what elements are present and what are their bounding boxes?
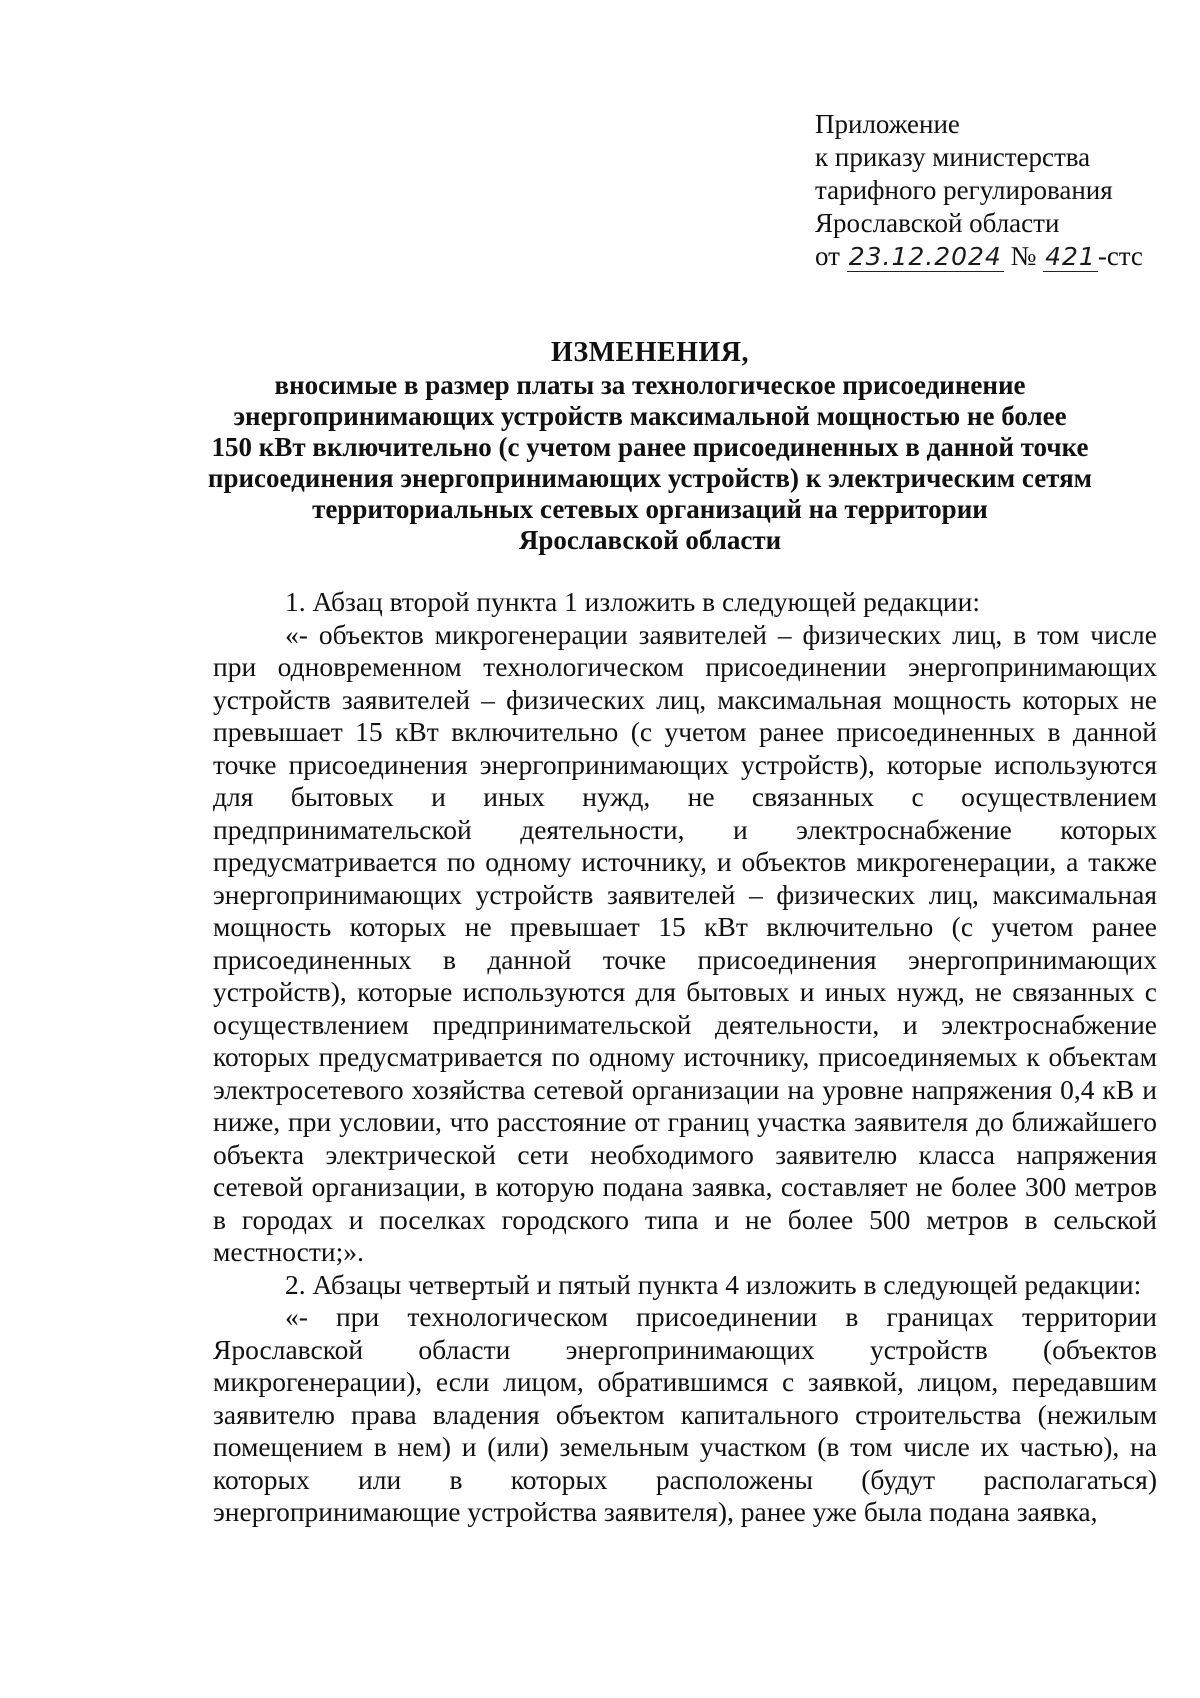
subtitle-line: Ярославской области — [518, 525, 782, 555]
document-subtitle — [150, 370, 1150, 556]
document-title: ИЗМЕНЕНИЯ, — [551, 337, 749, 368]
document-body — [213, 586, 1157, 1529]
approval-from-prefix: от — [815, 241, 840, 271]
subtitle-line: энергопринимающих устройств максимальной мощностью не более — [233, 401, 1067, 431]
paragraph-quoted-2: «- при технологическом присоединении в границах территории Ярославской области энергопринимающих устройств (объектов микрогенерации), если лицом, обратившимся с заявкой, лицом, передавшим заявителю права владения объектом капитального строительства (нежилым помещением в нем) и (или) земельным участком (в том числе их частью), на которых или в которых расположены (будут располагаться) энергопринимающие устройства заявителя), ранее уже была подана заявка, — [213, 1301, 1157, 1527]
approval-number-sign: № — [1010, 241, 1037, 271]
subtitle-line: территориальных сетевых организаций на территории — [312, 494, 988, 524]
paragraph-item-2: 2. Абзацы четвертый и пятый пункта 4 изложить в следующей редакции: — [285, 1268, 1142, 1300]
approval-line-3: тарифного регулирования — [815, 175, 1113, 205]
approval-line-2: к приказу министерства — [815, 142, 1091, 172]
approval-number: 421 — [1045, 242, 1096, 271]
subtitle-line: 150 кВт включительно (с учетом ранее присоединенных в данной точке — [211, 432, 1089, 462]
approval-stamp-block — [815, 108, 1175, 273]
approval-date: 23.12.2024 — [848, 242, 1002, 271]
subtitle-line: присоединения энергопринимающих устройств) к электрическим сетям — [207, 463, 1093, 493]
approval-number-suffix: -стс — [1097, 241, 1143, 271]
paragraph-quoted-1: «- объектов микрогенерации заявителей – физических лиц, в том числе при одновременном технологическом присоединении энергопринимающих устройств заявителей – физических лиц, максимальная мощность которых не превышает 15 кВт включительно (с учетом ранее присоединенных в данной точке присоединения энергопринимающих устройств), которые используются для бытовых и иных нужд, не связанных с осуществлением предпринимательской деятельности, и электроснабжение которых предусматривается по одному источнику, и объектов микрогенерации, а также энергопринимающих устройств заявителей – физических лиц, максимальная мощность которых не превышает 15 кВт включительно (с учетом ранее присоединенных в данной точке присоединения энергопринимающих устройств), которые используются для бытовых и иных нужд, не связанных с осуществлением предпринимательской деятельности, и электроснабжение которых предусматривается по одному источнику, присоединяемых к объектам электросетевого хозяйства сетевой организации на уровне напряжения 0,4 кВ и ниже, при условии, что расстояние от границ участка заявителя до ближайшего объекта электрической сети необходимого заявителю класса напряжения сетевой организации, в которую подана заявка, составляет не более 300 метров в городах и поселках городского типа и не более 500 метров в сельской местности;». — [213, 618, 1157, 1267]
approval-line-4: Ярославской области — [815, 208, 1060, 238]
paragraph-item-1: 1. Абзац второй пункта 1 изложить в следующей редакции: — [285, 586, 981, 617]
subtitle-line: вносимые в размер платы за технологическое присоединение — [274, 370, 1026, 400]
document-title-block — [150, 336, 1150, 556]
approval-line-1: Приложение — [815, 109, 960, 139]
approval-date-line — [815, 240, 1175, 273]
